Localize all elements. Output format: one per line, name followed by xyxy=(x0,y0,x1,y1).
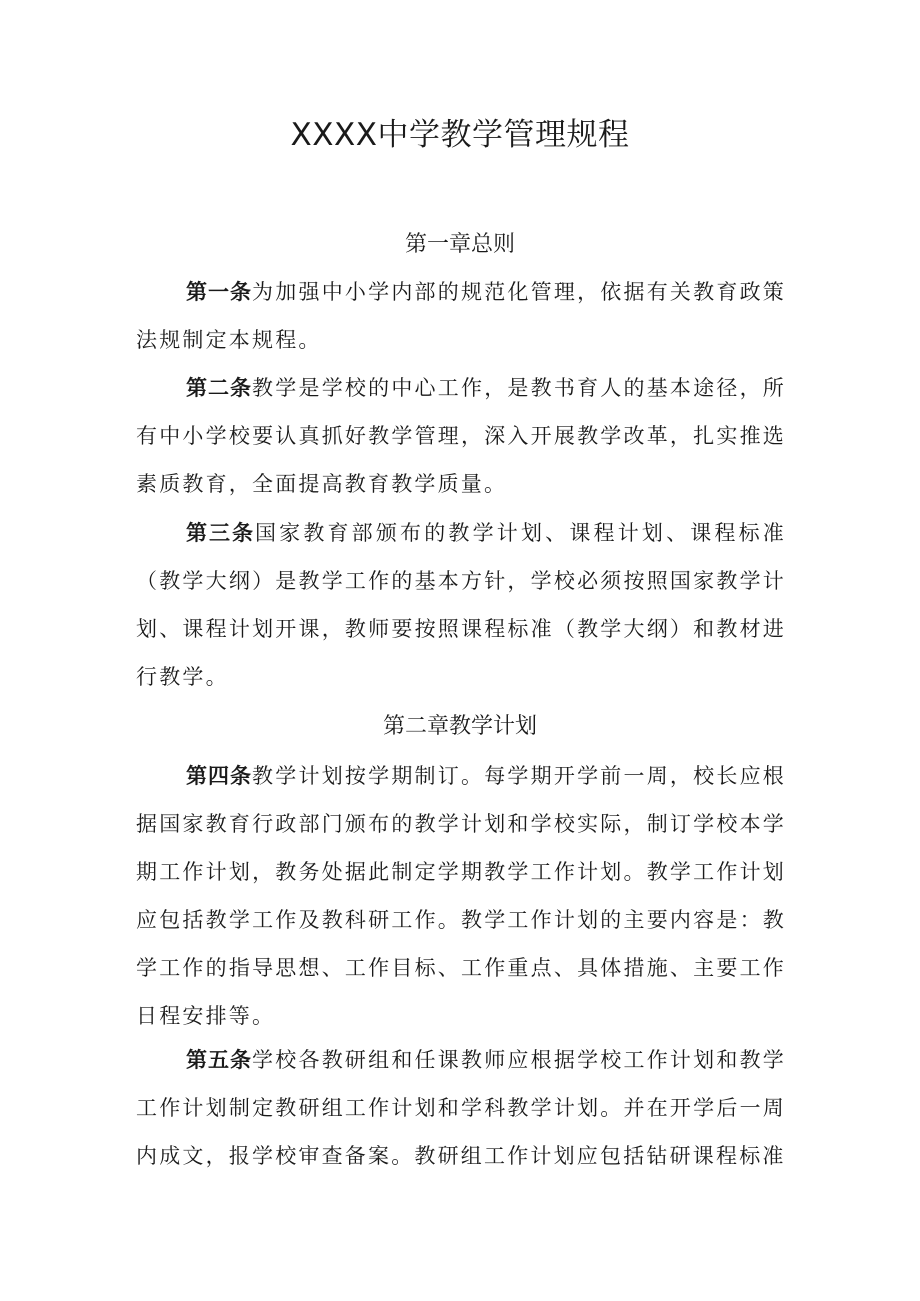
article-4 xyxy=(136,752,786,1040)
article-2 xyxy=(136,364,786,508)
article-label: 第三条 xyxy=(186,521,255,545)
article-text: 为加强中小学内部的规范化管理，依据有关教育政策法规制定本规程。 xyxy=(136,280,786,352)
article-label: 第二条 xyxy=(186,376,253,400)
article-text: 学校各教研组和任课教师应根据学校工作计划和教学工作计划制定教研组工作计划和学科教学计划。并在开学后一周内成文，报学校审查备案。教研组工作计划应包括钻研课程标准 xyxy=(136,1048,786,1168)
article-1 xyxy=(136,268,786,364)
article-text: 国家教育部颁布的教学计划、课程计划、课程标准（教学大纲）是教学工作的基本方针，学校必须按照国家教学计划、课程计划开课，教师要按照课程标准（教学大纲）和教材进行教学。 xyxy=(136,521,786,689)
chapter-heading-2: 第二章教学计划 xyxy=(382,714,537,739)
chapter-heading-1: 第一章总则 xyxy=(404,232,515,257)
article-label: 第五条 xyxy=(186,1048,253,1072)
article-label: 第四条 xyxy=(186,764,253,788)
document-title: XXXX中学教学管理规程 xyxy=(290,117,630,153)
article-label: 第一条 xyxy=(186,280,253,304)
article-text: 教学是学校的中心工作，是教书育人的基本途径，所有中小学校要认真抓好教学管理，深入开展教学改革，扎实推选素质教育，全面提高教育教学质量。 xyxy=(136,376,786,496)
article-5 xyxy=(136,1036,786,1180)
article-text: 教学计划按学期制订。每学期开学前一周，校长应根据国家教育行政部门颁布的教学计划和学校实际，制订学校本学期工作计划，教务处据此制定学期教学工作计划。教学工作计划应包括教学工作及教科研工作。教学工作计划的主要内容是：教学工作的指导思想、工作目标、工作重点、具体措施、主要工作日程安排等。 xyxy=(136,764,786,1028)
article-3 xyxy=(136,509,786,701)
